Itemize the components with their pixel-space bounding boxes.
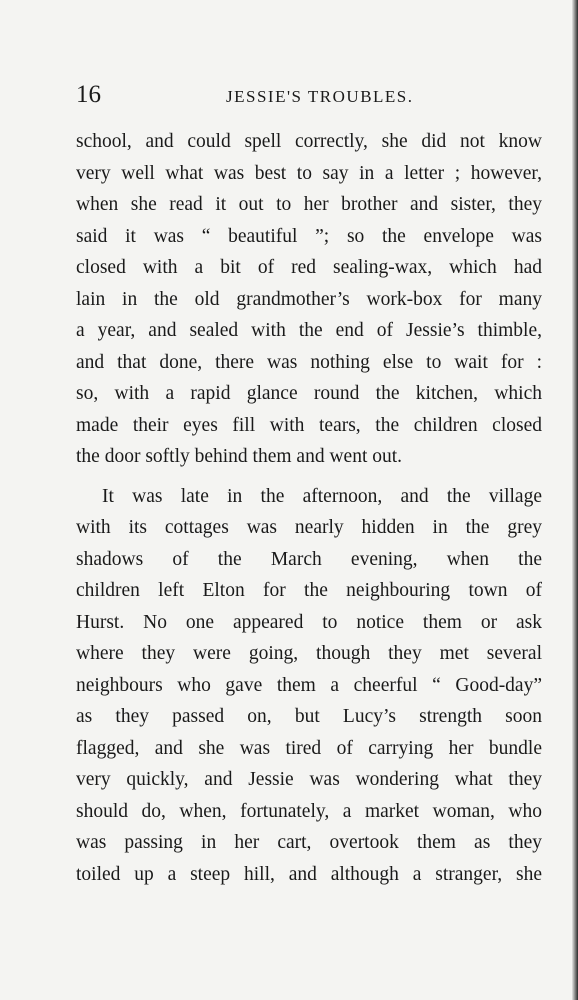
paragraph-1 bbox=[76, 126, 542, 473]
text-line: Hurst. No one appeared to notice them or ask bbox=[76, 611, 542, 633]
text-line: when she read it out to her brother and sister, they bbox=[76, 194, 542, 215]
text-line: as they passed on, but Lucy’s strength soon bbox=[76, 706, 542, 727]
text-line: school, and could spell correctly, she did not know bbox=[76, 131, 542, 152]
text-line: the door softly behind them and went out. bbox=[76, 446, 403, 467]
text-line: with its cottages was nearly hidden in the grey bbox=[76, 517, 542, 538]
text-line: children left Elton for the neighbouring town of bbox=[76, 580, 542, 601]
page-number: 16 bbox=[76, 81, 101, 108]
text-line: and that done, there was nothing else to wait for : bbox=[76, 351, 542, 373]
text-line: said it was “ beautiful ”; so the envelope was bbox=[76, 225, 542, 247]
text-line: a year, and sealed with the end of Jessie’s thimble, bbox=[76, 320, 542, 341]
text-line: closed with a bit of red sealing-wax, which had bbox=[76, 257, 542, 278]
text-line: so, with a rapid glance round the kitchen, which bbox=[76, 383, 542, 404]
page-edge-shadow bbox=[572, 0, 578, 1000]
text-line: where they were going, though they met several bbox=[76, 643, 542, 664]
text-line: lain in the old grandmother’s work-box for many bbox=[76, 288, 542, 310]
text-line: neighbours who gave them a cheerful “ Good-day” bbox=[76, 674, 542, 696]
text-line: toiled up a steep hill, and although a stranger, she bbox=[76, 863, 542, 885]
text-line: very quickly, and Jessie was wondering what they bbox=[76, 769, 542, 790]
text-line: very well what was best to say in a letter ; however, bbox=[76, 162, 542, 184]
text-line: It was late in the afternoon, and the village bbox=[102, 485, 542, 507]
text-line: was passing in her cart, overtook them as they bbox=[76, 832, 542, 853]
running-title: JESSIE'S TROUBLES. bbox=[226, 87, 414, 106]
paragraph-2 bbox=[76, 481, 542, 891]
text-line: shadows of the March evening, when the bbox=[76, 548, 542, 570]
text-line: flagged, and she was tired of carrying her bundle bbox=[76, 737, 542, 759]
page-header bbox=[76, 78, 542, 112]
paragraph-gap bbox=[76, 473, 542, 481]
body-text bbox=[76, 126, 542, 890]
text-line: made their eyes fill with tears, the children closed bbox=[76, 414, 542, 436]
text-line: should do, when, fortunately, a market woman, who bbox=[76, 800, 542, 822]
